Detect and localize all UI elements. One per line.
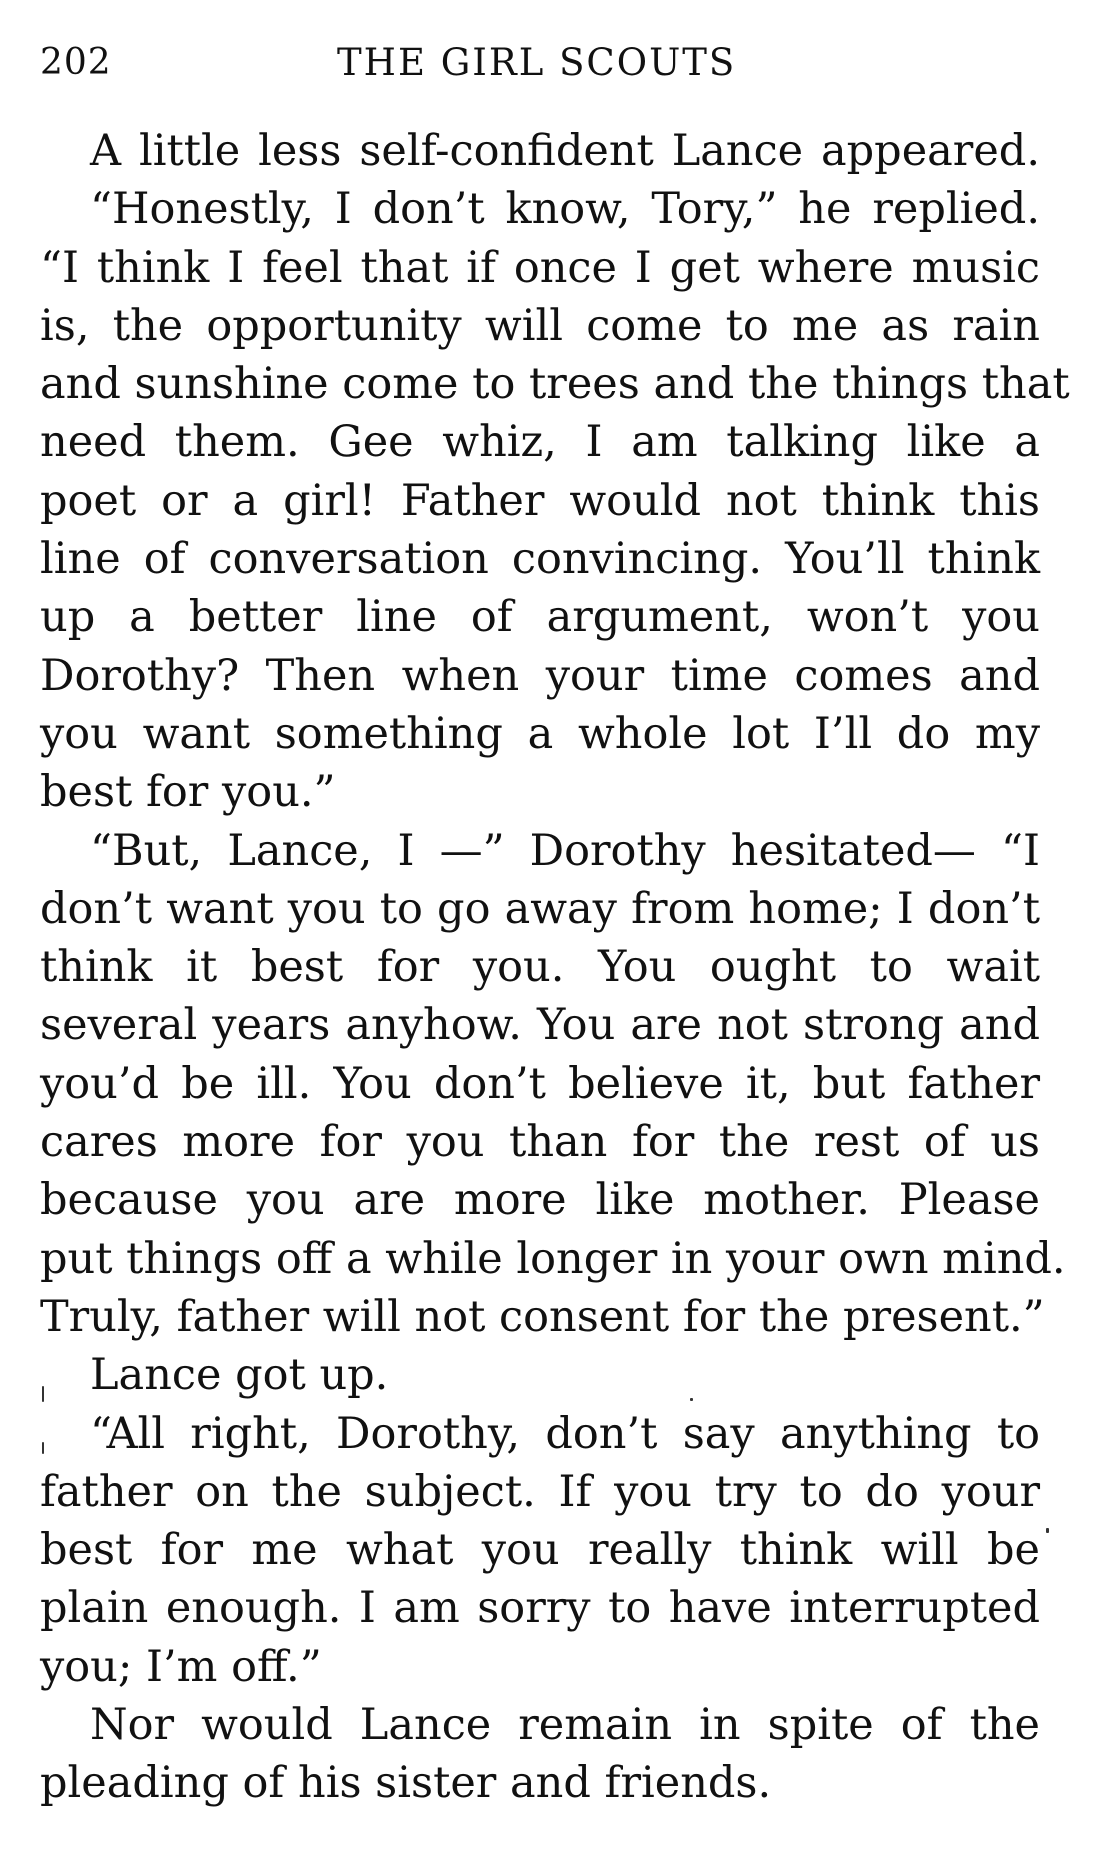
text-line: “Honestly, I don’t know, Tory,” he replied. [90,184,1040,235]
text-line: Lance got up. [90,1350,389,1401]
text-line: cares more for you than for the rest of us [40,1117,1040,1168]
text-line: pleading of his sister and friends. [40,1758,772,1809]
text-line: up a better line of argument, won’t you [40,592,1040,643]
text-line: need them. Gee whiz, I am talking like a [40,417,1040,468]
text-line: “I think I feel that if once I get where music [40,242,1040,293]
text-line: A little less self-confident Lance appeared. [90,126,1040,176]
text-line: don’t want you to go away from home; I don’t [40,883,1040,934]
text-line: you’d be ill. You don’t believe it, but father [40,1058,1040,1109]
book-title: THE GIRL SCOUTS [337,41,737,84]
scan-speck [690,1398,693,1401]
text-line: poet or a girl! Father would not think this [40,475,1040,526]
scan-speck [1046,1528,1049,1533]
text-line: “All right, Dorothy, don’t say anything to [90,1408,1040,1459]
text-line: because you are more like mother. Please [40,1175,1040,1226]
running-head [40,38,1040,88]
text-line: think it best for you. You ought to wait [40,942,1040,993]
page-number: 202 [40,42,112,83]
text-line: line of conversation convincing. You’ll think [40,534,1040,585]
text-line: plain enough. I am sorry to have interrupted [40,1583,1040,1634]
text-line: father on the subject. If you try to do your [40,1466,1040,1517]
text-line: Dorothy? Then when your time comes and [40,650,1040,701]
text-line: best for me what you really think will be [40,1525,1040,1576]
text-line: you; I’m off.” [40,1641,322,1692]
text-line: best for you.” [40,767,336,818]
text-line: “But, Lance, I —” Dorothy hesitated— “I [90,825,1040,876]
body-text [40,122,1070,1813]
text-line: and sunshine come to trees and the things that [40,359,1070,410]
text-line: several years anyhow. You are not strong and [40,1000,1040,1051]
text-line: is, the opportunity will come to me as rain [40,300,1040,351]
text-line: you want something a whole lot I’ll do my [40,708,1040,759]
text-line: Truly, father will not consent for the present.” [40,1291,1045,1342]
scan-speck [42,1386,44,1402]
text-line: put things off a while longer in your own mind. [40,1233,1066,1284]
text-line: Nor would Lance remain in spite of the [90,1700,1040,1751]
scan-speck [42,1442,44,1454]
